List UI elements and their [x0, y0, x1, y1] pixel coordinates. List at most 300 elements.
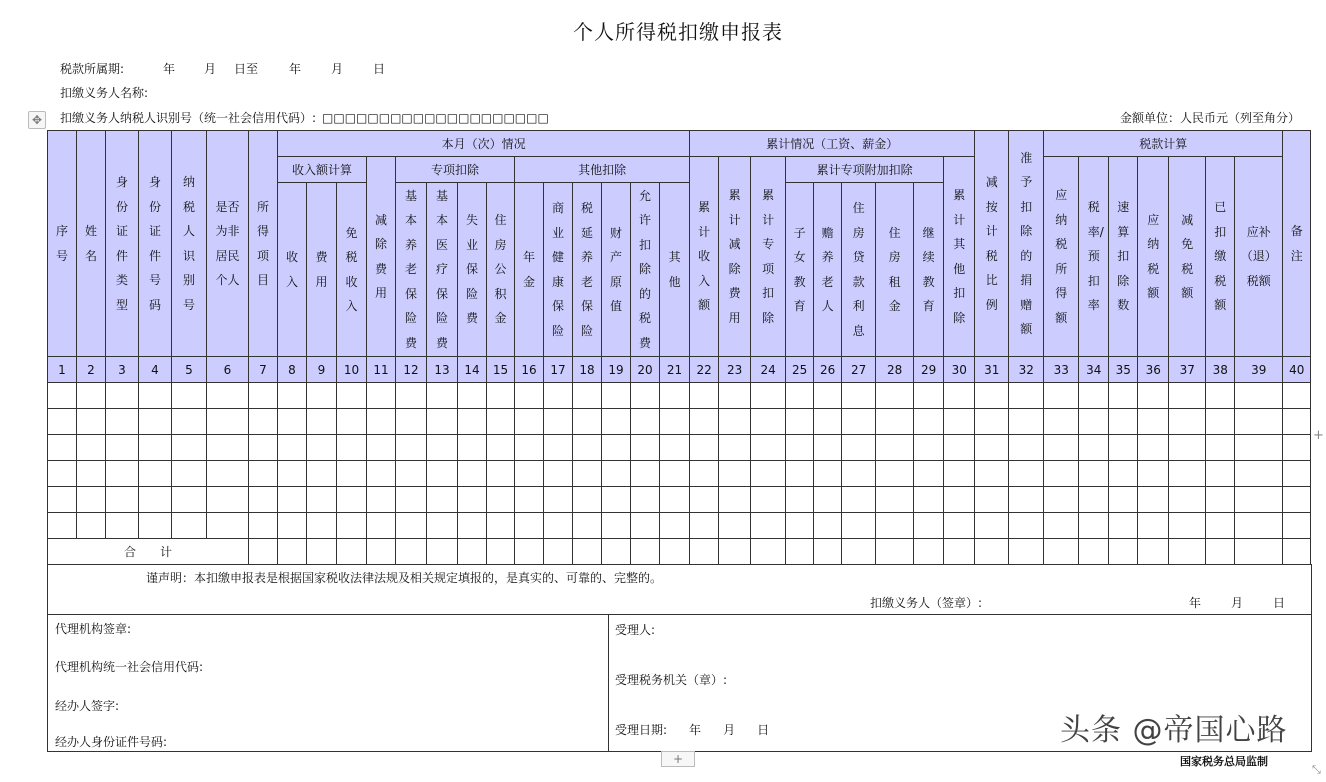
table-cell[interactable] — [367, 461, 396, 487]
table-cell[interactable] — [719, 487, 751, 513]
table-cell[interactable] — [1169, 435, 1206, 461]
table-cell[interactable] — [106, 383, 139, 409]
table-cell[interactable] — [751, 461, 786, 487]
table-cell[interactable] — [1169, 513, 1206, 539]
table-cell[interactable] — [876, 461, 914, 487]
table-cell[interactable] — [396, 383, 427, 409]
table-cell[interactable] — [172, 461, 207, 487]
table-cell[interactable] — [631, 461, 660, 487]
table-cell[interactable] — [1044, 461, 1079, 487]
total-cell[interactable] — [307, 539, 337, 565]
table-cell[interactable] — [106, 461, 139, 487]
table-cell[interactable] — [944, 487, 975, 513]
table-cell[interactable] — [719, 383, 751, 409]
table-cell[interactable] — [573, 461, 602, 487]
table-cell[interactable] — [307, 487, 337, 513]
table-row — [48, 513, 1311, 539]
table-cell[interactable] — [876, 487, 914, 513]
table-cell[interactable] — [487, 435, 515, 461]
table-cell[interactable] — [396, 487, 427, 513]
table-cell[interactable] — [719, 461, 751, 487]
table-cell[interactable] — [458, 435, 487, 461]
table-cell[interactable] — [307, 409, 337, 435]
table-cell[interactable] — [515, 513, 544, 539]
table-cell[interactable] — [690, 409, 719, 435]
table-cell[interactable] — [786, 461, 814, 487]
table-cell[interactable] — [1235, 461, 1283, 487]
table-cell[interactable] — [172, 487, 207, 513]
column-header-36 — [1138, 157, 1169, 357]
table-cell[interactable] — [751, 383, 786, 409]
table-cell[interactable] — [544, 513, 573, 539]
table-cell[interactable] — [515, 487, 544, 513]
table-cell[interactable] — [278, 513, 307, 539]
table-cell[interactable] — [139, 461, 172, 487]
table-cell[interactable] — [544, 487, 573, 513]
table-cell[interactable] — [719, 513, 751, 539]
table-cell[interactable] — [172, 383, 207, 409]
table-cell[interactable] — [944, 513, 975, 539]
total-cell[interactable] — [278, 539, 307, 565]
table-cell[interactable] — [207, 461, 249, 487]
table-cell[interactable] — [396, 513, 427, 539]
table-cell[interactable] — [544, 461, 573, 487]
table-cell[interactable] — [751, 487, 786, 513]
table-cell[interactable] — [487, 409, 515, 435]
table-cell[interactable] — [876, 513, 914, 539]
table-cell[interactable] — [487, 383, 515, 409]
resize-handle-icon[interactable]: ⤡ — [1312, 763, 1321, 776]
table-cell[interactable] — [1206, 435, 1235, 461]
table-cell[interactable] — [914, 383, 944, 409]
total-cell[interactable] — [719, 539, 751, 565]
table-cell[interactable] — [1206, 383, 1235, 409]
table-cell[interactable] — [814, 487, 842, 513]
table-cell[interactable] — [876, 435, 914, 461]
table-cell[interactable] — [914, 513, 944, 539]
table-cell[interactable] — [1079, 487, 1109, 513]
table-cell[interactable] — [139, 435, 172, 461]
table-cell[interactable] — [396, 409, 427, 435]
table-cell[interactable] — [914, 409, 944, 435]
table-cell[interactable] — [172, 513, 207, 539]
table-cell[interactable] — [602, 487, 631, 513]
table-cell[interactable] — [337, 383, 367, 409]
table-cell[interactable] — [106, 409, 139, 435]
total-cell[interactable] — [249, 539, 278, 565]
table-cell[interactable] — [367, 409, 396, 435]
table-cell[interactable] — [458, 487, 487, 513]
table-cell[interactable] — [842, 461, 876, 487]
table-cell[interactable] — [914, 435, 944, 461]
table-cell[interactable] — [249, 435, 278, 461]
table-cell[interactable] — [814, 409, 842, 435]
table-cell[interactable] — [427, 435, 458, 461]
table-cell[interactable] — [573, 435, 602, 461]
table-cell[interactable] — [690, 383, 719, 409]
table-cell[interactable] — [1109, 461, 1138, 487]
table-cell[interactable] — [106, 435, 139, 461]
table-cell[interactable] — [573, 383, 602, 409]
table-cell[interactable] — [1009, 487, 1044, 513]
table-cell[interactable] — [1044, 513, 1079, 539]
table-cell[interactable] — [786, 383, 814, 409]
table-cell[interactable] — [487, 461, 515, 487]
table-cell[interactable] — [1109, 487, 1138, 513]
table-cell[interactable] — [1235, 487, 1283, 513]
table-cell[interactable] — [573, 487, 602, 513]
table-cell[interactable] — [48, 435, 77, 461]
table-cell[interactable] — [814, 513, 842, 539]
table-cell[interactable] — [487, 487, 515, 513]
table-cell[interactable] — [842, 435, 876, 461]
table-cell[interactable] — [337, 435, 367, 461]
table-cell[interactable] — [1109, 435, 1138, 461]
table-cell[interactable] — [602, 409, 631, 435]
table-cell[interactable] — [975, 487, 1009, 513]
table-cell[interactable] — [786, 435, 814, 461]
table-cell[interactable] — [944, 435, 975, 461]
table-cell[interactable] — [1009, 383, 1044, 409]
table-cell[interactable] — [544, 383, 573, 409]
table-cell[interactable] — [1138, 461, 1169, 487]
table-cell[interactable] — [660, 409, 690, 435]
table-cell[interactable] — [786, 409, 814, 435]
table-cell[interactable] — [249, 409, 278, 435]
table-cell[interactable] — [914, 487, 944, 513]
table-cell[interactable] — [77, 487, 106, 513]
total-cell[interactable] — [914, 539, 944, 565]
column-number: 36 — [1138, 357, 1169, 383]
table-cell[interactable] — [1169, 409, 1206, 435]
table-cell[interactable] — [1044, 487, 1079, 513]
table-cell[interactable] — [1235, 409, 1283, 435]
column-header-10 — [337, 183, 367, 357]
table-cell[interactable] — [1235, 513, 1283, 539]
column-header-label: 累计专项扣除 — [762, 188, 775, 325]
table-cell[interactable] — [842, 487, 876, 513]
table-cell[interactable] — [77, 513, 106, 539]
column-header-label: 商业健康保险 — [552, 201, 565, 338]
total-cell[interactable] — [1109, 539, 1138, 565]
table-cell[interactable] — [975, 409, 1009, 435]
column-number: 31 — [975, 357, 1009, 383]
table-cell[interactable] — [1079, 435, 1109, 461]
total-cell[interactable] — [487, 539, 515, 565]
table-cell[interactable] — [249, 487, 278, 513]
table-cell[interactable] — [278, 409, 307, 435]
table-cell[interactable] — [396, 435, 427, 461]
total-cell[interactable] — [975, 539, 1009, 565]
table-cell[interactable] — [337, 513, 367, 539]
table-cell[interactable] — [77, 409, 106, 435]
table-cell[interactable] — [751, 435, 786, 461]
table-cell[interactable] — [602, 513, 631, 539]
table-cell[interactable] — [458, 383, 487, 409]
total-cell[interactable] — [573, 539, 602, 565]
table-cell[interactable] — [172, 435, 207, 461]
column-header-13 — [427, 183, 458, 357]
table-cell[interactable] — [207, 487, 249, 513]
table-cell[interactable] — [786, 487, 814, 513]
total-cell[interactable] — [1235, 539, 1283, 565]
table-cell[interactable] — [944, 409, 975, 435]
table-cell[interactable] — [307, 513, 337, 539]
total-cell[interactable] — [842, 539, 876, 565]
table-cell[interactable] — [48, 461, 77, 487]
table-cell[interactable] — [1235, 383, 1283, 409]
table-cell[interactable] — [1235, 435, 1283, 461]
table-cell[interactable] — [573, 409, 602, 435]
table-cell[interactable] — [602, 461, 631, 487]
table-cell[interactable] — [278, 461, 307, 487]
table-cell[interactable] — [573, 513, 602, 539]
table-cell[interactable] — [544, 409, 573, 435]
total-cell[interactable] — [515, 539, 544, 565]
table-cell[interactable] — [48, 383, 77, 409]
total-cell[interactable] — [1283, 539, 1311, 565]
total-cell[interactable] — [1138, 539, 1169, 565]
table-cell[interactable] — [1206, 461, 1235, 487]
table-cell[interactable] — [631, 383, 660, 409]
table-cell[interactable] — [48, 487, 77, 513]
add-column-button[interactable]: + — [1313, 428, 1324, 443]
table-cell[interactable] — [1109, 383, 1138, 409]
table-cell[interactable] — [944, 461, 975, 487]
total-cell[interactable] — [337, 539, 367, 565]
total-cell[interactable] — [367, 539, 396, 565]
total-cell[interactable] — [631, 539, 660, 565]
table-cell[interactable] — [602, 435, 631, 461]
table-cell[interactable] — [1044, 435, 1079, 461]
table-cell[interactable] — [1169, 383, 1206, 409]
column-header-3 — [106, 131, 139, 357]
table-cell[interactable] — [515, 461, 544, 487]
table-cell[interactable] — [719, 435, 751, 461]
column-header-label: 允许扣除的税费 — [639, 188, 652, 350]
total-cell[interactable] — [786, 539, 814, 565]
table-cell[interactable] — [1206, 409, 1235, 435]
table-cell[interactable] — [207, 435, 249, 461]
table-cell[interactable] — [944, 383, 975, 409]
table-cell[interactable] — [367, 487, 396, 513]
table-cell[interactable] — [1283, 409, 1311, 435]
table-cell[interactable] — [249, 513, 278, 539]
table-cell[interactable] — [207, 409, 249, 435]
table-cell[interactable] — [1283, 513, 1311, 539]
period-day-to: 日至 — [234, 62, 259, 76]
table-cell[interactable] — [515, 409, 544, 435]
table-cell[interactable] — [719, 409, 751, 435]
table-cell[interactable] — [48, 513, 77, 539]
table-cell[interactable] — [975, 513, 1009, 539]
table-cell[interactable] — [515, 435, 544, 461]
column-number: 40 — [1283, 357, 1311, 383]
table-cell[interactable] — [139, 383, 172, 409]
table-cell[interactable] — [249, 383, 278, 409]
table-cell[interactable] — [396, 461, 427, 487]
total-cell[interactable] — [1044, 539, 1079, 565]
table-cell[interactable] — [1138, 435, 1169, 461]
table-cell[interactable] — [1138, 487, 1169, 513]
table-cell[interactable] — [690, 513, 719, 539]
table-cell[interactable] — [690, 487, 719, 513]
table-cell[interactable] — [1109, 409, 1138, 435]
table-cell[interactable] — [631, 487, 660, 513]
table-cell[interactable] — [1169, 487, 1206, 513]
table-cell[interactable] — [427, 409, 458, 435]
table-cell[interactable] — [631, 435, 660, 461]
total-cell[interactable] — [751, 539, 786, 565]
table-cell[interactable] — [427, 487, 458, 513]
table-cell[interactable] — [307, 383, 337, 409]
table-cell[interactable] — [278, 383, 307, 409]
table-cell[interactable] — [278, 435, 307, 461]
table-cell[interactable] — [690, 435, 719, 461]
table-cell[interactable] — [139, 409, 172, 435]
table-cell[interactable] — [337, 409, 367, 435]
column-number: 24 — [751, 357, 786, 383]
table-cell[interactable] — [660, 461, 690, 487]
table-cell[interactable] — [876, 409, 914, 435]
table-cell[interactable] — [631, 409, 660, 435]
table-cell[interactable] — [106, 487, 139, 513]
table-cell[interactable] — [660, 487, 690, 513]
table-cell[interactable] — [1009, 409, 1044, 435]
table-cell[interactable] — [307, 435, 337, 461]
table-cell[interactable] — [876, 383, 914, 409]
total-cell[interactable] — [427, 539, 458, 565]
total-cell[interactable] — [458, 539, 487, 565]
table-cell[interactable] — [1044, 409, 1079, 435]
table-cell[interactable] — [786, 513, 814, 539]
table-cell[interactable] — [1079, 409, 1109, 435]
table-cell[interactable] — [1283, 435, 1311, 461]
total-cell[interactable] — [814, 539, 842, 565]
table-cell[interactable] — [660, 383, 690, 409]
total-cell[interactable] — [690, 539, 719, 565]
table-cell[interactable] — [842, 513, 876, 539]
table-cell[interactable] — [814, 435, 842, 461]
table-cell[interactable] — [458, 513, 487, 539]
table-cell[interactable] — [1138, 513, 1169, 539]
total-cell[interactable] — [1206, 539, 1235, 565]
total-cell[interactable] — [876, 539, 914, 565]
table-cell[interactable] — [814, 461, 842, 487]
table-cell[interactable] — [1169, 461, 1206, 487]
table-cell[interactable] — [487, 513, 515, 539]
table-cell[interactable] — [1009, 435, 1044, 461]
table-cell[interactable] — [207, 513, 249, 539]
table-cell[interactable] — [751, 513, 786, 539]
total-cell[interactable] — [660, 539, 690, 565]
column-number: 10 — [337, 357, 367, 383]
table-cell[interactable] — [1283, 383, 1311, 409]
table-cell[interactable] — [975, 461, 1009, 487]
table-cell[interactable] — [660, 435, 690, 461]
table-cell[interactable] — [337, 487, 367, 513]
withholder-sign-month: 月 — [1231, 596, 1244, 610]
table-cell[interactable] — [1283, 487, 1311, 513]
table-cell[interactable] — [307, 461, 337, 487]
group-header-tax-calc: 税款计算 — [1044, 131, 1283, 157]
table-cell[interactable] — [427, 461, 458, 487]
table-cell[interactable] — [77, 435, 106, 461]
table-cell[interactable] — [1206, 513, 1235, 539]
table-cell[interactable] — [814, 383, 842, 409]
supervisor-note: 国家税务总局监制 — [1180, 755, 1268, 768]
table-cell[interactable] — [1079, 461, 1109, 487]
move-table-icon[interactable]: ✥ — [28, 111, 46, 129]
table-cell[interactable] — [842, 409, 876, 435]
table-cell[interactable] — [690, 461, 719, 487]
table-cell[interactable] — [602, 383, 631, 409]
total-cell[interactable] — [944, 539, 975, 565]
table-cell[interactable] — [660, 513, 690, 539]
table-cell[interactable] — [367, 435, 396, 461]
total-cell[interactable] — [1079, 539, 1109, 565]
table-cell[interactable] — [914, 461, 944, 487]
table-cell[interactable] — [458, 409, 487, 435]
table-cell[interactable] — [458, 461, 487, 487]
table-cell[interactable] — [1206, 487, 1235, 513]
table-cell[interactable] — [1079, 513, 1109, 539]
table-cell[interactable] — [278, 487, 307, 513]
table-cell[interactable] — [975, 383, 1009, 409]
table-cell[interactable] — [77, 461, 106, 487]
table-cell[interactable] — [427, 513, 458, 539]
table-cell[interactable] — [1079, 383, 1109, 409]
total-cell[interactable] — [544, 539, 573, 565]
column-number: 33 — [1044, 357, 1079, 383]
table-cell[interactable] — [515, 383, 544, 409]
total-cell[interactable] — [396, 539, 427, 565]
table-cell[interactable] — [172, 409, 207, 435]
table-cell[interactable] — [48, 409, 77, 435]
table-cell[interactable] — [751, 409, 786, 435]
table-cell[interactable] — [367, 513, 396, 539]
table-cell[interactable] — [842, 383, 876, 409]
table-cell[interactable] — [207, 383, 249, 409]
column-header-label: 失业保险费 — [466, 213, 479, 326]
table-cell[interactable] — [77, 383, 106, 409]
withholder-id-boxes[interactable]: □□□□□□□□□□□□□□□□□□□□ — [322, 111, 549, 125]
table-cell[interactable] — [1283, 461, 1311, 487]
table-cell[interactable] — [1009, 513, 1044, 539]
table-cell[interactable] — [631, 513, 660, 539]
total-cell[interactable] — [1169, 539, 1206, 565]
column-number: 4 — [139, 357, 172, 383]
table-cell[interactable] — [975, 435, 1009, 461]
table-cell[interactable] — [544, 435, 573, 461]
column-header-23 — [719, 157, 751, 357]
table-cell[interactable] — [367, 383, 396, 409]
table-cell[interactable] — [427, 383, 458, 409]
table-cell[interactable] — [337, 461, 367, 487]
total-cell[interactable] — [602, 539, 631, 565]
table-cell[interactable] — [249, 461, 278, 487]
table-cell[interactable] — [1138, 409, 1169, 435]
table-cell[interactable] — [106, 513, 139, 539]
total-cell[interactable] — [1009, 539, 1044, 565]
table-cell[interactable] — [1009, 461, 1044, 487]
table-cell[interactable] — [1044, 383, 1079, 409]
table-cell[interactable] — [1138, 383, 1169, 409]
table-cell[interactable] — [1109, 513, 1138, 539]
table-cell[interactable] — [139, 513, 172, 539]
table-cell[interactable] — [139, 487, 172, 513]
add-row-button[interactable]: + — [661, 751, 695, 767]
